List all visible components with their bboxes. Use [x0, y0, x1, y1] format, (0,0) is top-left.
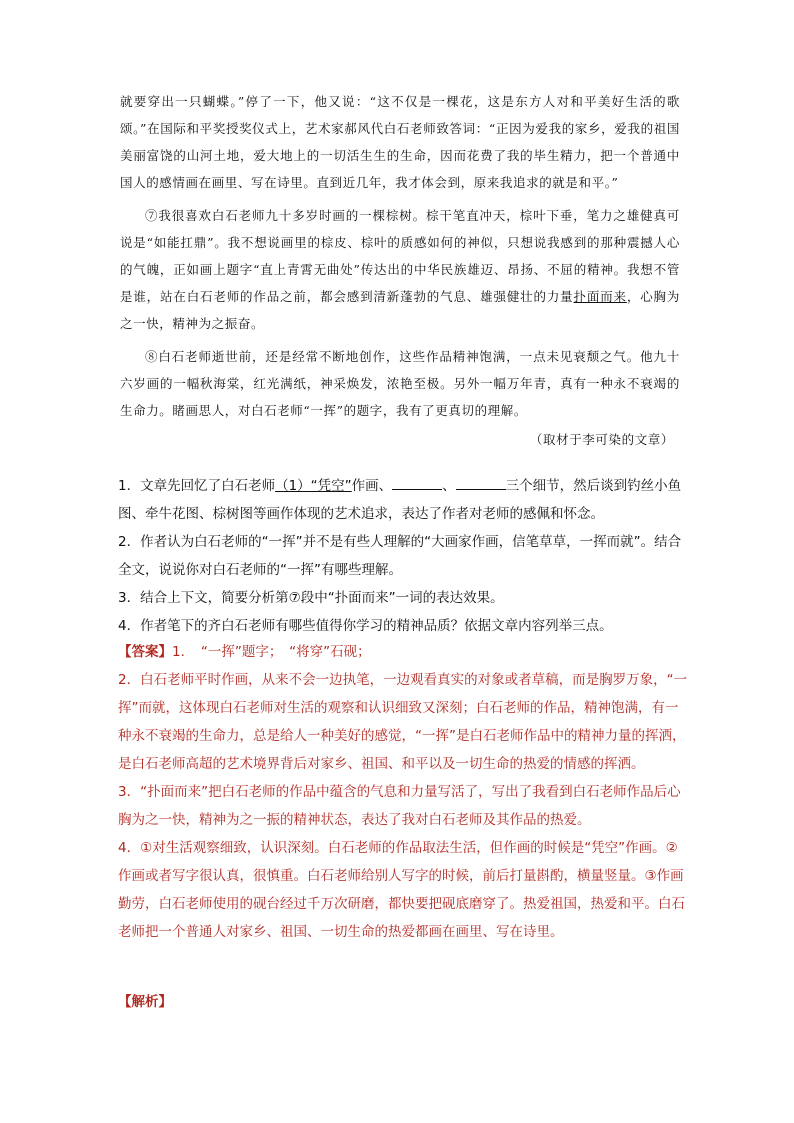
questions-section [118, 472, 688, 640]
question-1-blank-3 [456, 475, 506, 490]
paragraph-7-text-b: ，心胸为之一快，精神为之振奋。 [120, 289, 680, 331]
question-1: 1．文章先回忆了白石老师（1）“凭空”作画、 、 三个细节，然后谈到钓丝小鱼图、牵牛花图、棕树图等画作体现的艺术追求，表达了作者对老师的感佩和怀念。 [118, 472, 688, 528]
answers-section [118, 638, 688, 946]
answer-2: 2．白石老师平时作画，从来不会一边执笔，一边观看真实的对象或者草稿，而是胸罗万象，“一挥”而就，这体现白石老师对生活的观察和认识细致又深刻；白石老师的作品，精神饱满，有一种永不衰竭的生命力，总是给人一种美好的感觉，“一挥”是白石老师作品中的精神力量的挥洒，是白石老师高超的艺术境界背后对家乡、祖国、和平以及一切生命的热爱的情感的挥洒。 [118, 672, 688, 772]
paragraph-7-text-a: ⑦我很喜欢白石老师九十多岁时画的一棵棕树。棕干笔直冲天，棕叶下垂，笔力之雄健真可说是“如能扛鼎”。我不想说画里的棕皮、棕叶的质感如何的神似，只想说我感到的那种震撼人心的气魄，正如画上题字“直上青霄无曲处”传达出的中华民族雄迈、昂扬、不屈的精神。我想不管是谁，站在白石老师的作品之前，都会感到清新蓬勃的气息、雄强健壮的力量 [120, 208, 680, 304]
passage-source: （取材于李可染的文章） [529, 432, 674, 447]
question-4: 4．作者笔下的齐白石老师有哪些值得你学习的精神品质？依据文章内容列举三点。 [118, 618, 613, 634]
passage-paragraph-7 [120, 202, 680, 337]
answer-4: 4．①对生活观察细致，认识深刻。白石老师的作品取法生活，但作画的时候是“凭空”作画。②作画或者写字很认真，很慎重。白石老师给别人写字的时候，前后打量斟酌，横量竖量。③作画勤劳，白石老师使用的砚台经过千万次研磨，都快要把砚底磨穿了。热爱祖国，热爱和平。白石老师把一个普通人对家乡、祖国、一切生命的热爱都画在画里、写在诗里。 [118, 840, 685, 940]
question-2: 2．作者认为白石老师的“一挥”并不是有些人理解的“大画家作画，信笔草草，一挥而就”。结合全文，说说你对白石老师的“一挥”有哪些理解。 [118, 534, 682, 578]
analysis-tag: 【解析】 [118, 994, 172, 1010]
question-1-blank-1: （1）“凭空” [275, 478, 352, 494]
question-1-blank-2 [392, 475, 442, 490]
passage-paragraph-8: ⑧白石老师逝世前，还是经常不断地创作，这些作品精神饱满，一点未见衰颓之气。他九十六岁画的一幅秋海棠，红光满纸，神采焕发，浓艳至极。另外一幅万年青，真有一种永不衰竭的生命力。睹画思人，对白石老师“一挥”的题字，我有了更真切的理解。 [120, 349, 680, 418]
underlined-phrase: 扑面而来 [573, 289, 627, 304]
answer-tag: 【答案】 [118, 644, 172, 660]
answer-1: 【答案】1． “一挥”题字； “将穿”石砚； [118, 644, 371, 660]
passage-paragraph-continued: 就要穿出一只蝴蝶。”停了一下，他又说：“这不仅是一棵花，这是东方人对和平美好生活的歌颂。”在国际和平奖授奖仪式上，艺术家郝风代白石老师致答词：“正因为爱我的家乡，爱我的祖国美丽富饶的山河土地，爱大地上的一切活生生的生命，因而花费了我的毕生精力，把一个普通中国人的感情画在画里、写在诗里。直到近几年，我才体会到，原来我追求的就是和平。” [120, 94, 680, 190]
answer-3: 3．“扑面而来”把白石老师的作品中蕴含的气息和力量写活了，写出了我看到白石老师作品后心胸为之一快，精神为之一振的精神状态，表达了我对白石老师及其作品的热爱。 [118, 784, 681, 828]
question-3: 3．结合上下文，简要分析第⑦段中“扑面而来”一词的表达效果。 [118, 590, 504, 606]
reading-passage [120, 88, 680, 453]
